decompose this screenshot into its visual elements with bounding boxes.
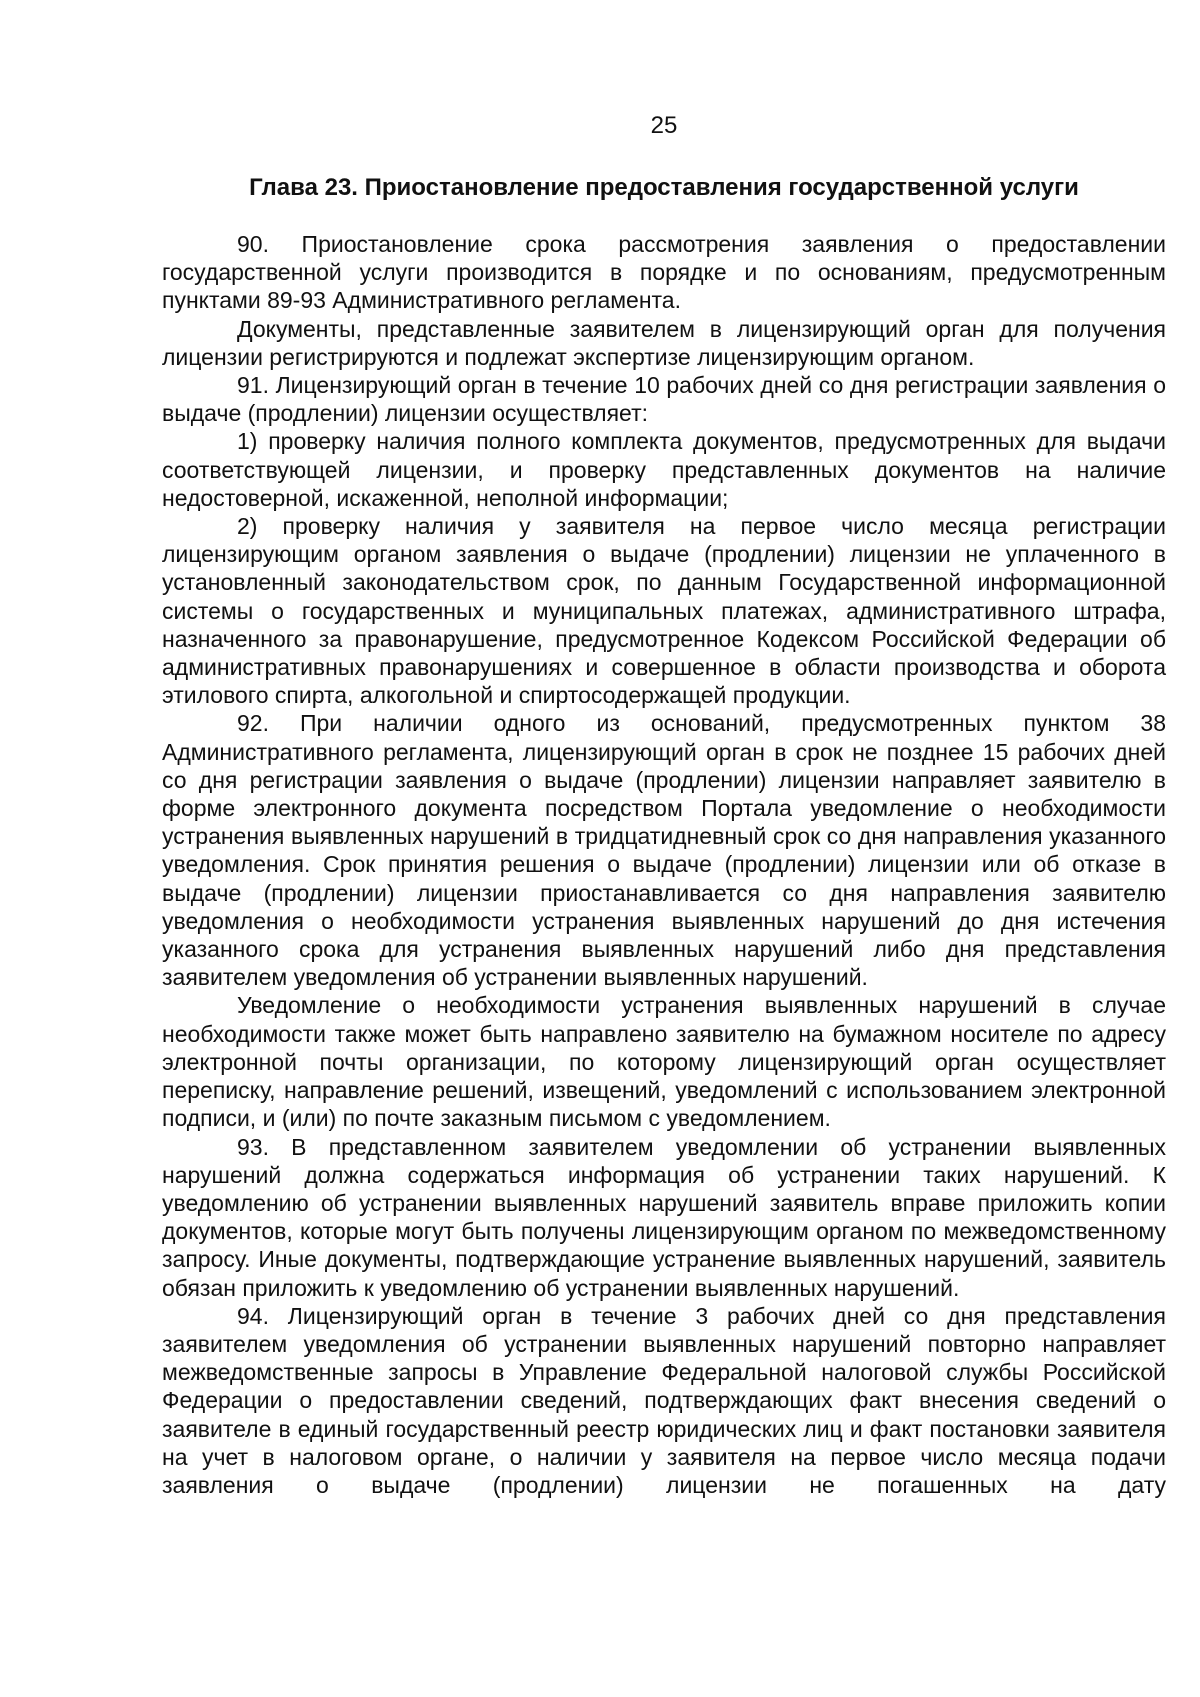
paragraph-94: 94. Лицензирующий орган в течение 3 рабочих дней со дня представления заявителем уведомления об устранении выявленных нарушений повторно направляет межведомственные запросы в Управление Федеральной налоговой службы Российской Федерации о предоставлении сведений, подтверждающих факт внесения сведений о заявителе в единый государственный реестр юридических лиц и факт постановки заявителя на учет в налоговом органе, о наличии у заявителя на первое число месяца подачи заявления о выдаче (продлении) лицензии не погашенных на дату xyxy=(162,1302,1166,1498)
paragraph-93: 93. В представленном заявителем уведомлении об устранении выявленных нарушений должна содержаться информация об устранении таких нарушений. К уведомлению об устранении выявленных нарушений заявитель вправе приложить копии документов, которые могут быть получены лицензирующим органом по межведомственному запросу. Иные документы, подтверждающие устранение выявленных нарушений, заявитель обязан приложить к уведомлению об устранении выявленных нарушений. xyxy=(162,1133,1166,1301)
paragraph-notification-paper: Уведомление о необходимости устранения выявленных нарушений в случае необходимости также может быть направлено заявителю на бумажном носителе по адресу электронной почты организации, по которому лицензирующий орган осуществляет переписку, направление решений, извещений, уведомлений с использованием электронной подписи, и (или) по почте заказным письмом с уведомлением. xyxy=(162,992,1166,1132)
document-page xyxy=(162,112,1166,1499)
paragraph-90: 90. Приостановление срока рассмотрения заявления о предоставлении государственной услуги производится в порядке и по основаниям, предусмотренным пунктами 89-93 Административного регламента. xyxy=(162,231,1166,314)
chapter-title: Глава 23. Приостановление предоставления государственной услуги xyxy=(249,174,1079,201)
paragraph-91-item-2: 2) проверку наличия у заявителя на первое число месяца регистрации лицензирующим органом заявления о выдаче (продлении) лицензии не уплаченного в установленный законодательством срок, по данным Государственной информационной системы о государственных и муниципальных платежах, административного штрафа, назначенного за правонарушение, предусмотренное Кодексом Российской Федерации об административных правонарушениях и совершенное в области производства и оборота этилового спирта, алкогольной и спиртосодержащей продукции. xyxy=(162,513,1166,709)
paragraph-documents-registration: Документы, представленные заявителем в лицензирующий орган для получения лицензии регистрируются и подлежат экспертизе лицензирующим органом. xyxy=(162,315,1166,370)
paragraph-91-item-1: 1) проверку наличия полного комплекта документов, предусмотренных для выдачи соответствующей лицензии, и проверку представленных документов на наличие недостоверной, искаженной, неполной информации; xyxy=(162,428,1166,511)
page-number: 25 xyxy=(650,112,678,139)
paragraph-91: 91. Лицензирующий орган в течение 10 рабочих дней со дня регистрации заявления о выдаче (продлении) лицензии осуществляет: xyxy=(162,372,1166,427)
paragraph-92: 92. При наличии одного из оснований, предусмотренных пунктом 38 Административного регламента, лицензирующий орган в срок не позднее 15 рабочих дней со дня регистрации заявления о выдаче (продлении) лицензии направляет заявителю в форме электронного документа посредством Портала уведомление о необходимости устранения выявленных нарушений в тридцатидневный срок со дня направления указанного уведомления. Срок принятия решения о выдаче (продлении) лицензии или об отказе в выдаче (продлении) лицензии приостанавливается со дня направления заявителю уведомления о необходимости устранения выявленных нарушений до дня истечения указанного срока для устранения выявленных нарушений либо дня представления заявителем уведомления об устранении выявленных нарушений. xyxy=(162,710,1166,991)
